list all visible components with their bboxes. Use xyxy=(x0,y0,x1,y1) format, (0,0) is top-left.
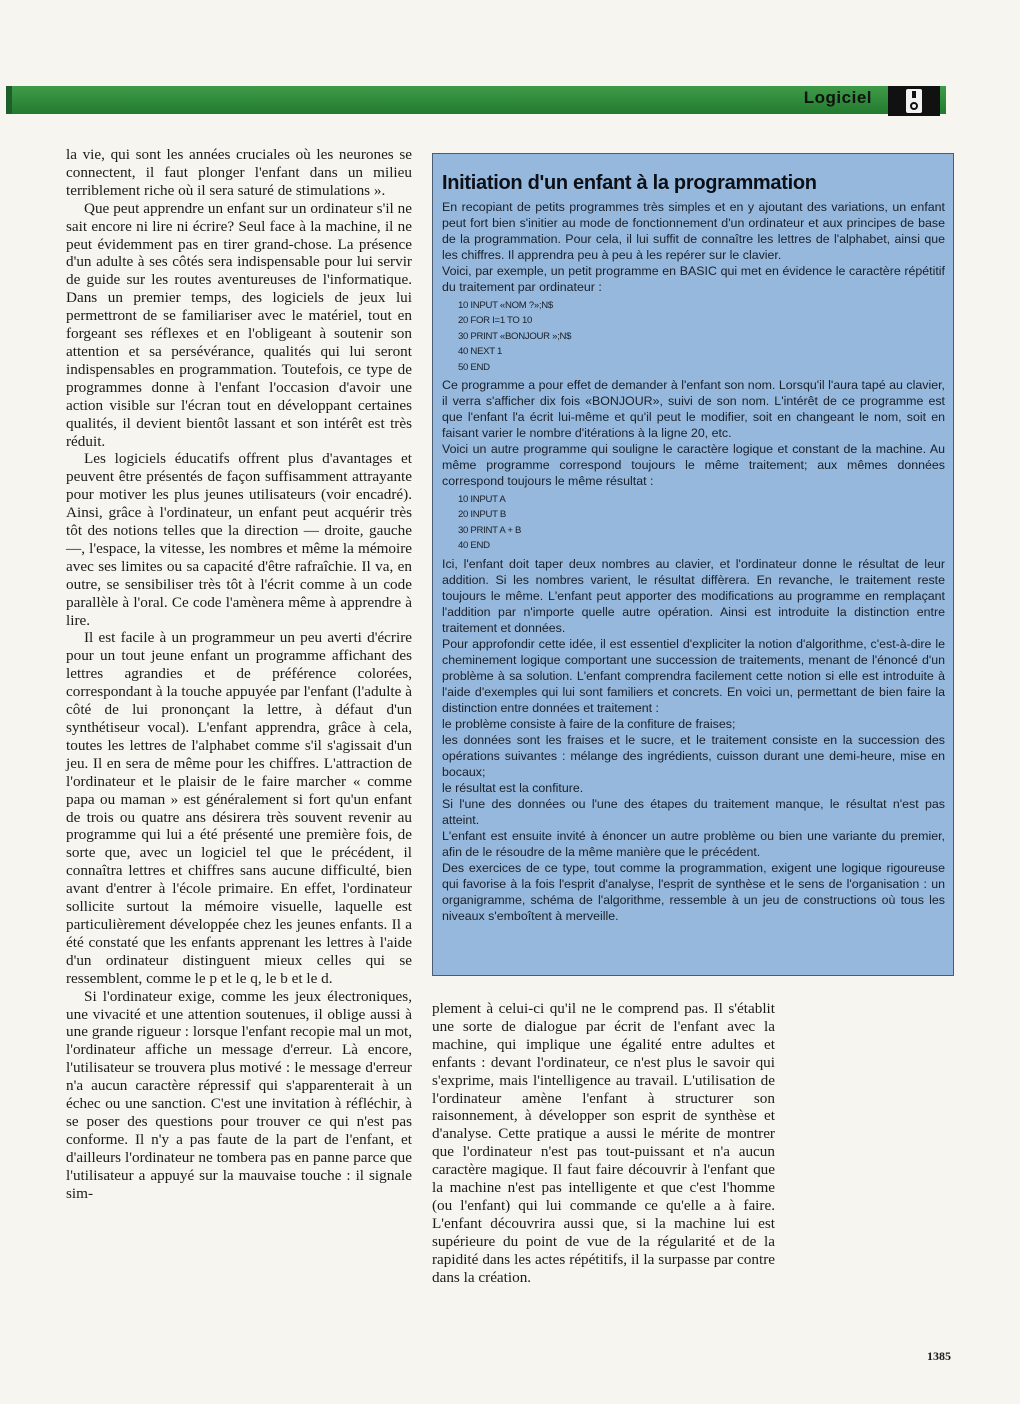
section-header-band xyxy=(6,86,946,114)
sidebar-paragraph: le résultat est la confiture. xyxy=(442,780,584,795)
sidebar-paragraph: Si l'une des données ou l'une des étapes du traitement manque, le résultat n'est pas atteint. xyxy=(442,796,945,827)
code-line: 40 END xyxy=(458,540,490,552)
header-band-edge xyxy=(6,86,12,114)
sidebar-paragraph: L'enfant est ensuite invité à énoncer un autre problème ou bien une variante du premier, afin de le résoudre de la même manière que le précédent. xyxy=(442,828,945,859)
sidebar-paragraph: Ce programme a pour effet de demander à l'enfant son nom. Lorsqu'il l'aura tapé au clavier, il verra s'afficher dix fois «BONJOUR», suivi de son nom. L'intérêt de ce programme est que l'enfant l'a écrit lui-même et qu'il peut le modifier, soit en changeant le nom, soit en faisant varier le nombre d'itérations à la ligne 20, etc. xyxy=(442,378,945,441)
code-line: 30 PRINT «BONJOUR »;N$ xyxy=(458,330,572,342)
disk-shutter-slot xyxy=(912,91,916,98)
code-line: 10 INPUT «NOM ?»;N$ xyxy=(458,300,553,311)
sidebar-paragraph: En recopiant de petits programmes très simples et en y ajoutant des variations, un enfant peut fort bien s'initier au mode de fonctionnement d'un ordinateur et aux principes de base de la programmation. Pour cela, il lui suffit de connaître les lettres de l'alphabet, ainsi que les chiffres. Il apprendra peu à peu à les repérer sur le clavier. xyxy=(442,200,945,262)
sidebar-paragraph: Voici, par exemple, un petit programme en BASIC qui met en évidence le caractère répétitif du traitement par ordinateur : xyxy=(442,264,945,294)
code-listing xyxy=(458,492,945,554)
paragraph: Si l'ordinateur exige, comme les jeux électroniques, une vivacité et une attention soutenues, il oblige aussi à une grande rigueur : lorsque l'enfant recopie mal un mot, l'ordinateur affiche un message d'erreur. Là encore, l'utilisateur se trouvera plus motivé : le message d'erreur n'a aucun caractère répressif qui s'apparenterait à un échec ou une sanction. C'est une invitation à réfléchir, à se poser des questions pour trouver ce qui n'est pas conforme. Il n'y a pas faute de la part de l'enfant, et d'ailleurs l'ordinateur ne tombera pas en panne parce que l'utilisateur a appuyé sur la mauvaise touche : il signale sim- xyxy=(66,987,412,1202)
sidebar-title: Initiation d'un enfant à la programmation xyxy=(442,172,817,194)
code-line: 10 INPUT A xyxy=(458,494,506,506)
code-line: 50 END xyxy=(458,361,490,373)
floppy-disk-icon xyxy=(888,86,940,116)
page-number: 1385 xyxy=(927,1349,951,1363)
sidebar-box xyxy=(432,153,954,976)
left-text-column xyxy=(66,146,412,1202)
section-label: Logiciel xyxy=(803,88,872,107)
sidebar-paragraph: Pour approfondir cette idée, il est essentiel d'expliciter la notion d'algorithme, c'est-à-dire le cheminement logique comportant une succession de traitements, menant de l'énoncé d'un problème à sa solution. L'enfant comprendra facilement cette notion si elle est introduite à l'aide d'exemples qui lui sont familiers et concrets. En voici un, permettant de bien faire la distinction entre données et traitement : xyxy=(442,636,945,715)
code-line: 30 PRINT A + B xyxy=(458,524,522,536)
paragraph: Il est facile à un programmeur un peu averti d'écrire pour un tout jeune enfant un programme affichant des lettres agrandies et de préférence colorées, correspondant à la touche appuyée par l'enfant (l'adulte à côté de lui prononçant la lettre, à défaut d'un synthétiseur vocal). L'enfant apprendra, grâce à cela, toutes les lettres de l'alphabet comme s'il s'agissait d'un jeu. Il en sera de même pour les chiffres. L'attraction de l'ordinateur et le plaisir de le faire marcher « comme papa ou maman » est généralement si fort qu'un enfant de trois ou quatre ans désirera très souvent revenir au programme qui lui a été présenté une première fois, de sorte que, avec un logiciel tel que le précédent, il connaîtra lettres et chiffres sans aucune difficulté, bien avant d'entrer à l'école primaire. En effet, l'ordinateur sollicite surtout la mémoire visuelle, laquelle est particulièrement développée chez les jeunes enfants. Il a été constaté que les enfants apprenant les lettres à l'aide d'un ordinateur distinguent mieux celles qui se ressemblent, comme le p et le q, le b et le d. xyxy=(66,629,412,987)
sidebar-paragraph: le problème consiste à faire de la confiture de fraises; xyxy=(442,716,736,731)
code-line: 40 NEXT 1 xyxy=(458,346,503,358)
sidebar-paragraph: Voici un autre programme qui souligne le caractère logique et constant de la machine. Au même programme correspond toujours le même traitement; aux mêmes données correspond toujours le même résultat : xyxy=(442,442,945,489)
code-line: 20 FOR I=1 TO 10 xyxy=(458,315,533,327)
paragraph: Que peut apprendre un enfant sur un ordinateur s'il ne sait encore ni lire ni écrire? Seul face à la machine, il ne peut évidemment pas en tirer grand-chose. La présence d'un adulte à ses côtés sera indispensable pour lui servir de guide sur les routes aventureuses de l'informatique. Dans un premier temps, des logiciels de jeux lui permettront de se familiariser avec le matériel, tout en forgeant ses réflexes et en l'obligeant à soutenir son attention et sa persévérance, qualités qui lui seront indispensables en programmation. Toutefois, ce type de programmes donne à l'enfant l'occasion d'avoir une action visible sur l'écran tout en développant certaines qualités, il devient bientôt lassant et son intérêt est très réduit. xyxy=(66,199,412,450)
sidebar-paragraph: Ici, l'enfant doit taper deux nombres au clavier, et l'ordinateur donne le résultat de leur addition. Si les nombres varient, le résultat diffèrera. En revanche, le traitement reste toujours le même. L'enfant peut apporter des modifications au programme en remplaçant l'addition par n'importe quelle autre opération. Ainsi est introduite la distinction entre traitement et données. xyxy=(442,556,945,635)
sidebar-paragraph: Des exercices de ce type, tout comme la programmation, exigent une logique rigoureuse qui favorise à la fois l'esprit d'analyse, l'esprit de synthèse et le sens de l'organisation : un organigramme, schéma de l'algorithme, ressemble à un jeu de constructions où tous les niveaux s'emboîtent à merveille. xyxy=(442,860,945,923)
right-text-column xyxy=(432,1000,775,1287)
code-line: 20 INPUT B xyxy=(458,509,507,521)
paragraph: la vie, qui sont les années cruciales où les neurones se connectent, il faut plonger l'enfant dans un milieu terriblement riche où il sera saturé de stimulations ». xyxy=(66,146,412,199)
paragraph: Les logiciels éducatifs offrent plus d'avantages et peuvent être présentés de façon suffisamment attrayante pour motiver les plus jeunes utilisateurs (voir encadré). Ainsi, grâce à l'ordinateur, un enfant peut acquérir très tôt des notions telles que la direction — droite, gauche —, l'espace, la vitesse, les nombres et même la mémoire avec ses limites ou sa capacité d'être rafraîchie. Il va, en outre, se sensibiliser très tôt à l'écrit comme à un code parallèle à l'oral. Ce code l'amènera même à apprendre à lire. xyxy=(66,450,412,629)
sidebar-paragraph: les données sont les fraises et le sucre, et le traitement consiste en la succession des opérations suivantes : mélange des ingrédients, cuisson durant une demi-heure, mise en bocaux; xyxy=(442,732,945,779)
code-listing xyxy=(458,298,945,375)
paragraph: plement à celui-ci qu'il ne le comprend pas. Il s'établit une sorte de dialogue par écrit de l'enfant avec la machine, qui implique une égalité entre adultes et enfants : devant l'ordinateur, ce n'est plus le savoir qui s'exprime, mais l'intelligence au travail. L'utilisation de l'ordinateur amène l'enfant à structurer son raisonnement, à développer son esprit de synthèse et d'analyse. Cette pratique a aussi le mérite de montrer que l'ordinateur n'est pas tout-puissant et n'a aucun caractère magique. Il faut faire découvrir à l'enfant que la machine n'est pas intelligente et que c'est l'homme (ou l'enfant) qui lui commande ce qu'elle a à faire. L'enfant découvrira aussi que, si la machine lui est supérieure du point de vue de la régularité et de la rapidité dans les actes répétitifs, il la surpasse par contre dans la création. xyxy=(432,1000,775,1286)
disk-hub xyxy=(910,102,918,110)
